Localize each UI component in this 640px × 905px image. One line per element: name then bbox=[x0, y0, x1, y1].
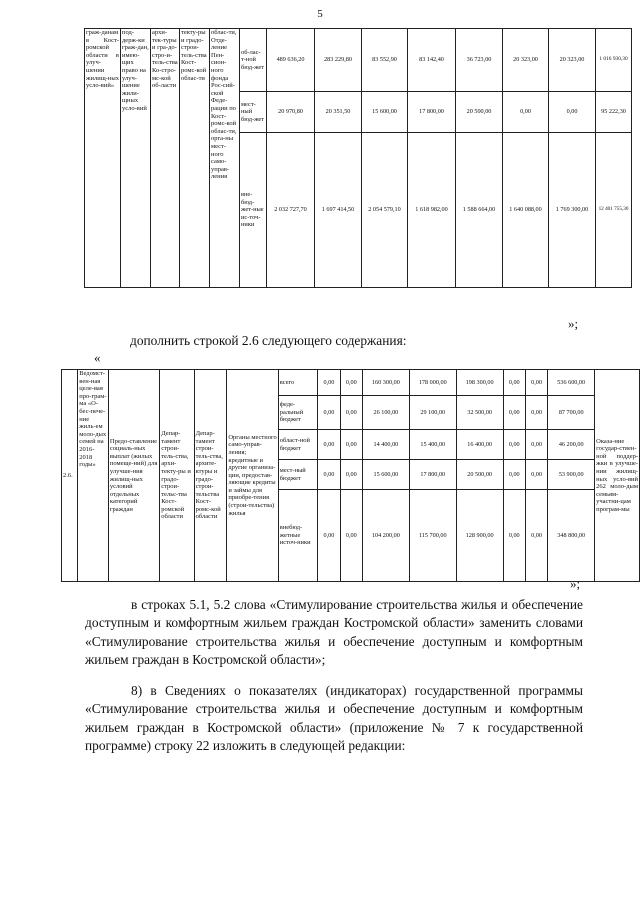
table2-col-result: Оказа-ние государ-ствен-ной поддер-жки в улучше-нии жилищ-ных усло-вий 262 моло-дым семьям-участни-цам програм-мы bbox=[595, 370, 640, 582]
table2-value: 0,00 bbox=[318, 460, 340, 490]
table2-row-number: 2.6. bbox=[62, 370, 78, 582]
table2-value: 0,00 bbox=[318, 396, 340, 430]
program-table-continued bbox=[84, 28, 632, 288]
table2-source: феде-ральный бюджет bbox=[278, 396, 317, 430]
table2-value: 26 100,00 bbox=[362, 396, 409, 430]
table2-value: 115 700,00 bbox=[409, 490, 456, 582]
instruction-add-row: дополнить строкой 2.6 следующего содержания: bbox=[130, 333, 407, 348]
table1-source: мест-ный бюд-жет bbox=[240, 92, 267, 133]
table1-value: 20 351,50 bbox=[315, 92, 362, 133]
table2-value: 15 600,00 bbox=[362, 460, 409, 490]
table1-value: 489 636,20 bbox=[267, 29, 315, 92]
table1-source: об-лас-т-ной бюд-жет bbox=[240, 29, 267, 92]
table1-total: 12 401 755,30 bbox=[596, 133, 632, 288]
table2-value: 178 000,00 bbox=[409, 370, 456, 396]
table1-value: 1 618 982,00 bbox=[408, 133, 456, 288]
table1-value: 2 054 579,10 bbox=[362, 133, 408, 288]
table1-value: 1 640 088,00 bbox=[503, 133, 549, 288]
table2-value: 0,00 bbox=[340, 396, 362, 430]
table1-value: 17 800,00 bbox=[408, 92, 456, 133]
table2-value: 0,00 bbox=[525, 430, 547, 460]
program-table-row-2-6 bbox=[61, 369, 640, 582]
paragraph-replace-words: в строках 5.1, 5.2 слова «Стимулирование строительства жилья и обеспечение доступным и комфортным жильем граждан Костромской области» заменить словами «Стимулирование строительства жилья и обеспечение доступным и комфортным жильем граждан в Костромской области»; bbox=[85, 597, 583, 667]
table1-value: 15 600,00 bbox=[362, 92, 408, 133]
table1-total: 95 222,30 bbox=[596, 92, 632, 133]
table2-value: 0,00 bbox=[340, 460, 362, 490]
table2-col-measure: Предо-ставление социаль-ных выплат (жилых помеще-ний) для улучше-ния жилищ-ных условий отдельных категорий граждан bbox=[108, 370, 159, 582]
table1-value: 20 500,00 bbox=[456, 92, 503, 133]
table1-source: вне-бюд-жет-ные ис-точ-ники bbox=[240, 133, 267, 288]
table1-value: 83 142,40 bbox=[408, 29, 456, 92]
table2-total: 87 700,00 bbox=[548, 396, 595, 430]
table2-value: 198 300,00 bbox=[456, 370, 503, 396]
table2-value: 128 900,00 bbox=[456, 490, 503, 582]
closing-quote: »; bbox=[570, 576, 581, 591]
table2-value: 0,00 bbox=[525, 490, 547, 582]
table2-total: 53 900,00 bbox=[548, 460, 595, 490]
table1-value: 20 323,00 bbox=[503, 29, 549, 92]
table2-total: 536 600,00 bbox=[548, 370, 595, 396]
table2-total: 46 200,00 bbox=[548, 430, 595, 460]
table1-total: 1 016 930,30 bbox=[596, 29, 632, 92]
table2-value: 0,00 bbox=[525, 460, 547, 490]
table1-value: 83 552,90 bbox=[362, 29, 408, 92]
table2-row-total bbox=[62, 370, 640, 396]
table1-value: 1 697 414,50 bbox=[315, 133, 362, 288]
table2-source: всего bbox=[278, 370, 317, 396]
table1-value: 20 970,80 bbox=[267, 92, 315, 133]
table2-value: 0,00 bbox=[318, 430, 340, 460]
table1-col-executor: архи-тек-туры и гра-до-стро-и-тель-ства Ко-стро-мс-кой об-ласти bbox=[151, 29, 180, 288]
table2-value: 0,00 bbox=[340, 430, 362, 460]
table2-value: 0,00 bbox=[503, 460, 525, 490]
table2-col-participants: Органы местного само-управ-ления; кредитные и другие организа-ции, предостав-ляющие кредиты и займы для приобре-тения (строи-тельства) жилья bbox=[227, 370, 278, 582]
table2-value: 104 200,00 bbox=[362, 490, 409, 582]
table2-value: 0,00 bbox=[503, 490, 525, 582]
table1-value: 0,00 bbox=[503, 92, 549, 133]
table1-col-coexecutor: текту-ры и градо-строи-тель-ства Кост-ромс-кой облас-ти bbox=[180, 29, 210, 288]
table2-col-program: Ведомст-вен-ная целе-вая про-грам-ма «О-бес-пече-ние жиль-ем моло-дых семей на 2016-2018 годы» bbox=[78, 370, 109, 582]
table1-value: 36 723,00 bbox=[456, 29, 503, 92]
table2-value: 0,00 bbox=[503, 396, 525, 430]
table1-value: 1 769 300,00 bbox=[549, 133, 596, 288]
table2-value: 16 400,00 bbox=[456, 430, 503, 460]
table2-value: 0,00 bbox=[525, 370, 547, 396]
paragraph-item-8: 8) в Сведениях о показателях (индикаторах) государственной программы «Стимулирование строительства жилья и обеспечение доступным и комфортным жильем граждан в Костромской области» (приложение № 7 к государственной программе) строку 22 изложить в следующей редакции: bbox=[85, 683, 583, 753]
table1-value: 0,00 bbox=[549, 92, 596, 133]
table2-value: 0,00 bbox=[503, 370, 525, 396]
table2-value: 32 500,00 bbox=[456, 396, 503, 430]
table2-value: 0,00 bbox=[340, 370, 362, 396]
table1-row-regional bbox=[85, 29, 632, 92]
table2-value: 0,00 bbox=[503, 430, 525, 460]
table2-col-coexecutor: Депар-тамент строи-тель-ства, архите-ктуры и градо-строи-тельства Кост-ромс-кой области bbox=[194, 370, 227, 582]
table2-source: мест-ный бюджет bbox=[278, 460, 317, 490]
table2-col-executor: Депар-тамент строи-тель-ства, архи-текту-ры и градо-строи-тельс-тва Кост-ромской области bbox=[160, 370, 194, 582]
table2-value: 0,00 bbox=[318, 370, 340, 396]
table1-value: 2 032 727,70 bbox=[267, 133, 315, 288]
table2-value: 0,00 bbox=[318, 490, 340, 582]
table1-value: 283 229,80 bbox=[315, 29, 362, 92]
table2-value: 160 300,00 bbox=[362, 370, 409, 396]
opening-quote: « bbox=[94, 350, 101, 365]
table2-value: 17 800,00 bbox=[409, 460, 456, 490]
table1-value: 20 323,00 bbox=[549, 29, 596, 92]
table2-source: внебюд-жетные источ-ники bbox=[278, 490, 317, 582]
table1-col-participants: облас-ти, Отде-ление Пен-сион-ного фонда Рос-сий-ской Феде-рации по Кост-ромс-кой облас-ти, орга-ны мест-ного само-управ-ления bbox=[210, 29, 240, 288]
table2-value: 0,00 bbox=[525, 396, 547, 430]
table2-total: 348 800,00 bbox=[548, 490, 595, 582]
table2-value: 29 100,00 bbox=[409, 396, 456, 430]
table2-value: 20 500,00 bbox=[456, 460, 503, 490]
table2-value: 14 400,00 bbox=[362, 430, 409, 460]
table2-value: 0,00 bbox=[340, 490, 362, 582]
page-number: 5 bbox=[317, 8, 323, 20]
table2-source: област-ной бюджет bbox=[278, 430, 317, 460]
closing-quote: »; bbox=[568, 316, 579, 331]
table1-col-target-group: граж-данам в Кост-ромской области в улуч-шении жилищ-ных усло-вий» bbox=[85, 29, 121, 288]
table2-value: 15 400,00 bbox=[409, 430, 456, 460]
table1-col-measure: под-держ-ки граж-дан, имею-щих право на улуч-шение жили-щных усло-вий bbox=[121, 29, 151, 288]
table1-value: 1 588 664,00 bbox=[456, 133, 503, 288]
